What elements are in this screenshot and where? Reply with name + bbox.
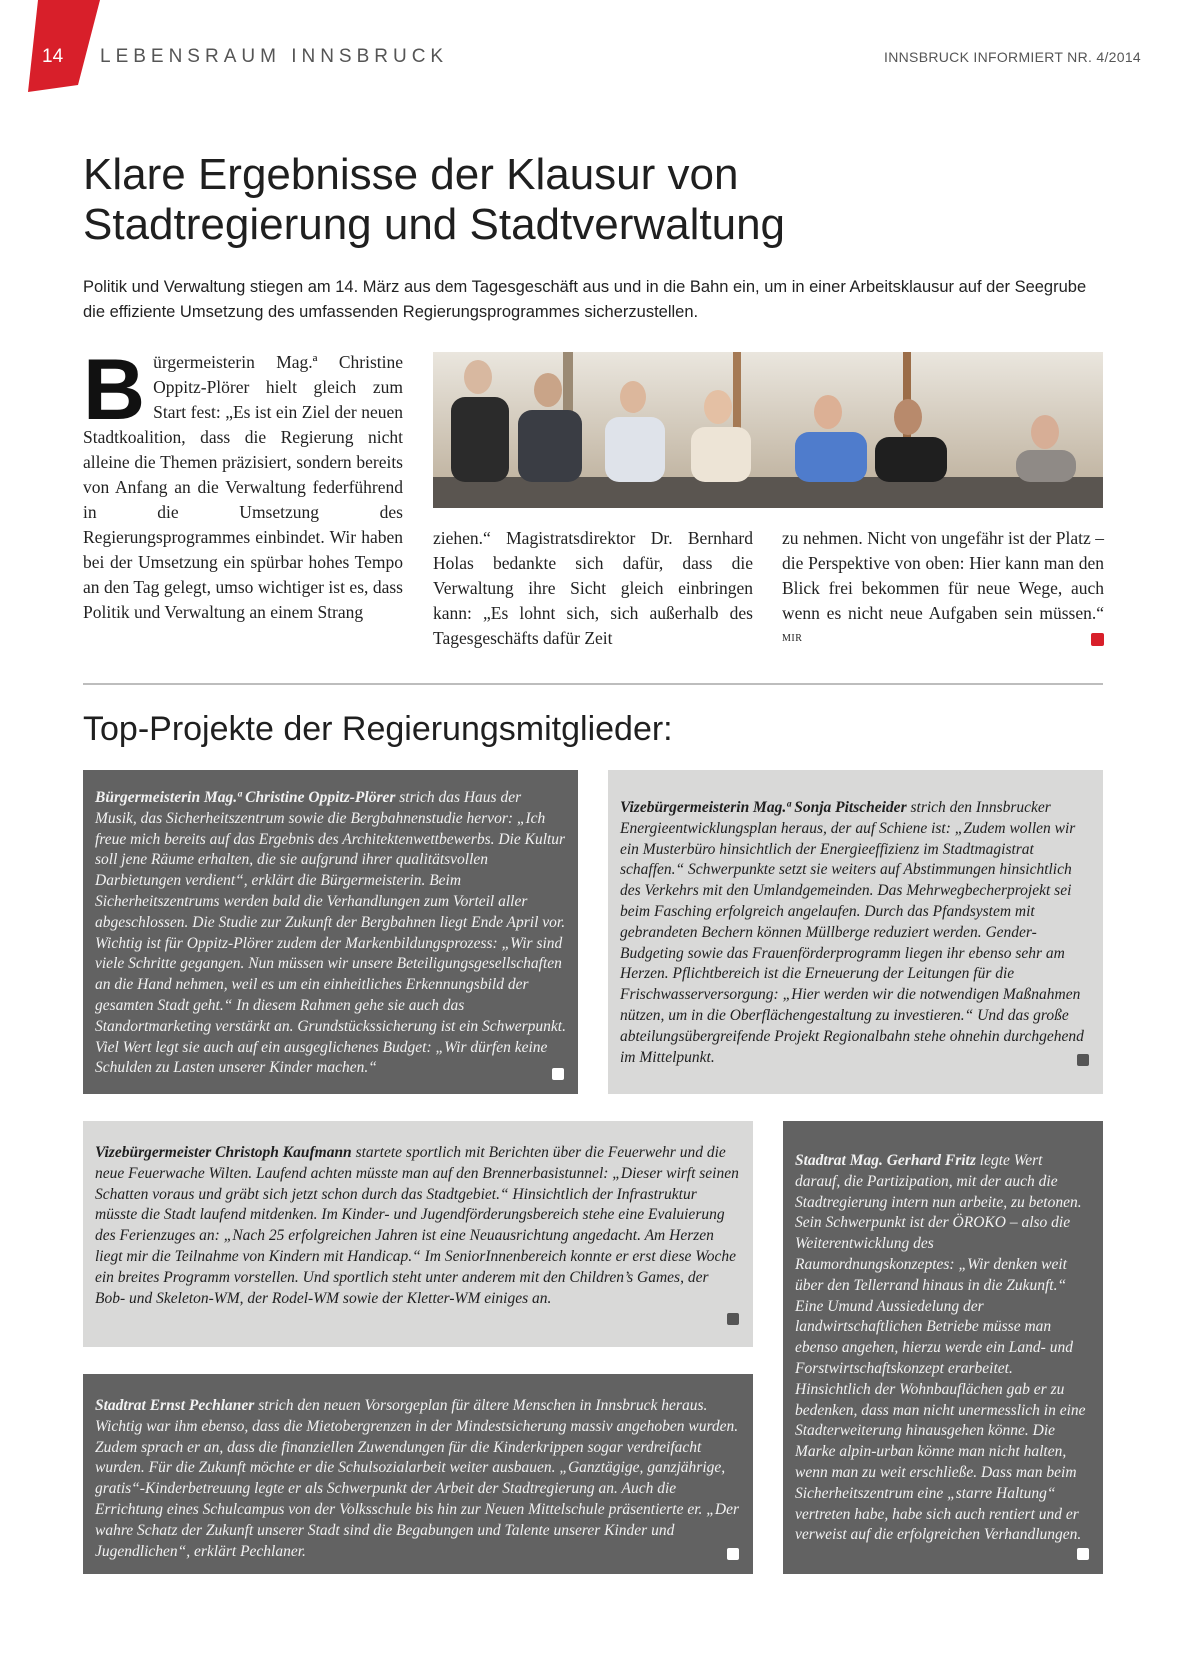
project-box-pechlaner (83, 1374, 753, 1574)
box-text: strich das Haus der Musik, das Sicherheitszentrum sowie die Bergbahnenstudie hervor: „Ich freue mich bereits auf das Ergebnis des Architektenwettbewerbs. Die Kultur soll jene Räume erhalten, die sie aufgrund ihrer qualitätsvollen Darbietungen verdient“, erklärt die Bürgermeisterin. Beim Sicherheitszentrums werden bald die Verhandlungen zum Vorteil aller abgeschlossen. Die Studie zur Zukunft der Bergbahnen liegt Ende April vor. Wichtig ist für Oppitz-Plörer zudem der Markenbildungsprozess: „Wir sind viele Schritte gegangen. Nun müssen wir unsere Beteiligungsgesellschaften an die Hand nehmen, weil es um ein einheitliches Erkennungsbild der gesamten Stadt geht.“ In diesem Rahmen gehe sie auch das Standortmarketing verstärkt an. Grundstückssicherung ist ein Schwerpunkt. Viel Wert legt sie auch auf ein ausgeglichenes Budget: „Wir dürfen keine Schulden zu Lasten unserer Kinder machen.“ (95, 789, 566, 1077)
box-end-mark (1077, 1548, 1089, 1560)
project-box-kaufmann (83, 1121, 753, 1347)
section-label: LEBENSRAUM INNSBRUCK (100, 46, 449, 67)
project-box-oppitz-ploerer (83, 770, 578, 1094)
box-person-name: Vizebürgermeister Christoph Kaufmann (95, 1144, 352, 1161)
section-divider (83, 683, 1103, 685)
box-person-name: Bürgermeisterin Mag.ª Christine Oppitz-Plörer (95, 789, 396, 806)
box-text: legte Wert darauf, die Partizipation, mit der auch die Stadtregierung intern nun arbeite, zu betonen. Sein Schwerpunkt ist der ÖROKO – also die Weiterentwicklung des Raumordnungskonzeptes: „Wir denken weit über den Tellerrand hinaus in die Zukunft.“ Eine Umund Aussiedelung der landwirtschaftlichen Betriebe müsse man ebenso angehen, hierzu werde ein Land- und Forstwirtschaftskonzept erarbeitet. Hinsichtlich der Wohnbauflächen gab er zu bedenken, dass man nicht unermesslich in eine Stadterweiterung hinausgehen könne. Die Marke alpin-urban könne man nicht halten, wenn man zu weit erschließe. Dass man beim Sicherheitszentrum eine „starre Haltung“ vertreten habe, habe sich auch rentiert und er verweist auf die erfolgreichen Verhandlungen. (795, 1152, 1086, 1544)
page-tab-accent (28, 0, 100, 92)
box-end-mark (727, 1313, 739, 1325)
page-number: 14 (42, 46, 64, 67)
issue-label: INNSBRUCK INFORMIERT NR. 4/2014 (884, 49, 1141, 65)
projects-heading: Top-Projekte der Regierungsmitglieder: (83, 710, 673, 748)
headline-line-1: Klare Ergebnisse der Klausur von (83, 150, 739, 199)
box-person-name: Stadtrat Mag. Gerhard Fritz (795, 1152, 976, 1169)
drop-cap: B (83, 342, 146, 438)
article-end-mark (1091, 633, 1104, 646)
project-box-fritz (783, 1121, 1103, 1574)
box-text: strich den neuen Vorsorgeplan für ältere Menschen in Innsbruck heraus. Wichtig war ihm ebenso, dass die Mietobergrenzen in der Mindestsicherung massiv angehoben wurden. Zudem sprach er an, dass die finanziellen Zuwendungen für die Kinderkrippen sogar verdreifacht wurden. Für die Zukunft möchte er die Schulsozialarbeit weiter ausbauen. „Ganztägige, ganzjährige, gratis“-Kinderbetreuung legte er als Schwerpunkt der Arbeit der Stadtregierung an. Auch die Errichtung eines Schulcampus von der Volksschule bis hin zur Neuen Mittelschule präsentierte er. „Der wahre Schatz der Zukunft unserer Stadt sind die Begabungen und Talente unserer Kinder und Jugendlichen“, erklärt Pechlaner. (95, 1397, 740, 1560)
headline (83, 150, 1083, 250)
body-column-1 (83, 342, 403, 650)
body-column-3 (782, 526, 1104, 655)
author-signature: MIR (782, 633, 803, 644)
box-end-mark (1077, 1054, 1089, 1066)
body-column-1-text: ürgermeisterin Mag.ª Christine Oppitz-Plörer hielt gleich zum Start fest: „Es ist ein Ziel der neuen Stadtkoalition, dass die Regierung nicht alleine die Themen präzisiert, sondern bereits von Anfang an die Verwaltung federführend in die Umsetzung des Regierungsprogrammes einbindet. Wir haben bei der Umsetzung ein spürbar hohes Tempo an den Tag gelegt, umso wichtiger ist es, dass Politik und Verwaltung an einem Strang (83, 352, 403, 622)
box-person-name: Stadtrat Ernst Pechlaner (95, 1397, 255, 1414)
box-text: startete sportlich mit Berichten über die Feuerwehr und die neue Feuerwache Wilten. Laufend achten müsste man auf den Brennerbasistunnel: „Dieser wirft seinen Schatten voraus und gräbt sich jetzt schon durch das Stadtgebiet.“ Hinsichtlich der Infrastruktur müsste die Stadt laufend mitdenken. Im Kinder- und Jugendförderungsbereich stehe eine Evaluierung des Ferienzuges an: „Nach 25 erfolgreichen Jahren ist eine Neuausrichtung angedacht. Am Herzen liegt mir die Teilnahme von Kindern mit Handicap.“ Im SeniorInnenbereich konnte er erst diese Woche ein breites Programm vorstellen. Und sportlich steht unter anderem mit den Children’s Games, der Bob- und Skeleton-WM, der Rodel-WM sowie der Kletter-WM einiges an. (95, 1144, 739, 1307)
group-photo (433, 352, 1103, 508)
lead-paragraph: Politik und Verwaltung stiegen am 14. März aus dem Tagesgeschäft aus und in die Bahn ein, um in einer Arbeitsklausur auf der Seegrube die effiziente Umsetzung des umfassenden Regierungsprogrammes sicherzustellen. (83, 278, 1087, 321)
body-column-2: ziehen.“ Magistratsdirektor Dr. Bernhard Holas bedankte sich dafür, dass die Verwaltung ihre Sicht gleich einbringen kann: „Es lohnt sich, sich außerhalb des Tagesgeschäfts dafür Zeit (433, 528, 753, 648)
box-text: strich den Innsbrucker Energieentwicklungsplan heraus, der auf Schiene ist: „Zudem wollen wir ein Musterbüro hinsichtlich der Energieeffizienz im Stadtmagistrat schaffen.“ Schwerpunkte setzt sie weiters auf Abstimmungen hinsichtlich des Verkehrs mit den Umlandgemeinden. Das Mehrwegbecherprojekt sei beim Fasching erfolgreich angelaufen. Durch das Pfandsystem mit gebrandeten Bechern können Müllberge reduziert werden. Gender-Budgeting sowie das Frauenförderprogramm liegen ihr ebenso sehr am Herzen. Pflichtbereich ist die Erneuerung der Leitungen für die Frischwasserversorgung: „Hier werden wir die notwendigen Maßnahmen nützen, um in die Oberflächengestaltung zu investieren.“ Und das große abteilungsübergreifende Projekt Regionalbahn stehe ohnehin durchgehend im Mittelpunkt. (620, 799, 1084, 1066)
headline-line-2: Stadtregierung und Stadtverwaltung (83, 200, 786, 249)
box-person-name: Vizebürgermeisterin Mag.ª Sonja Pitscheider (620, 799, 907, 816)
body-column-3-text: zu nehmen. Nicht von ungefähr ist der Platz – die Perspektive von oben: Hier kann man den Blick frei bekommen für neue Wege, auch wenn es nicht neue Aufgaben sein müssen.“ (782, 528, 1104, 623)
box-end-mark (552, 1068, 564, 1080)
project-box-pitscheider (608, 770, 1103, 1094)
box-end-mark (727, 1548, 739, 1560)
